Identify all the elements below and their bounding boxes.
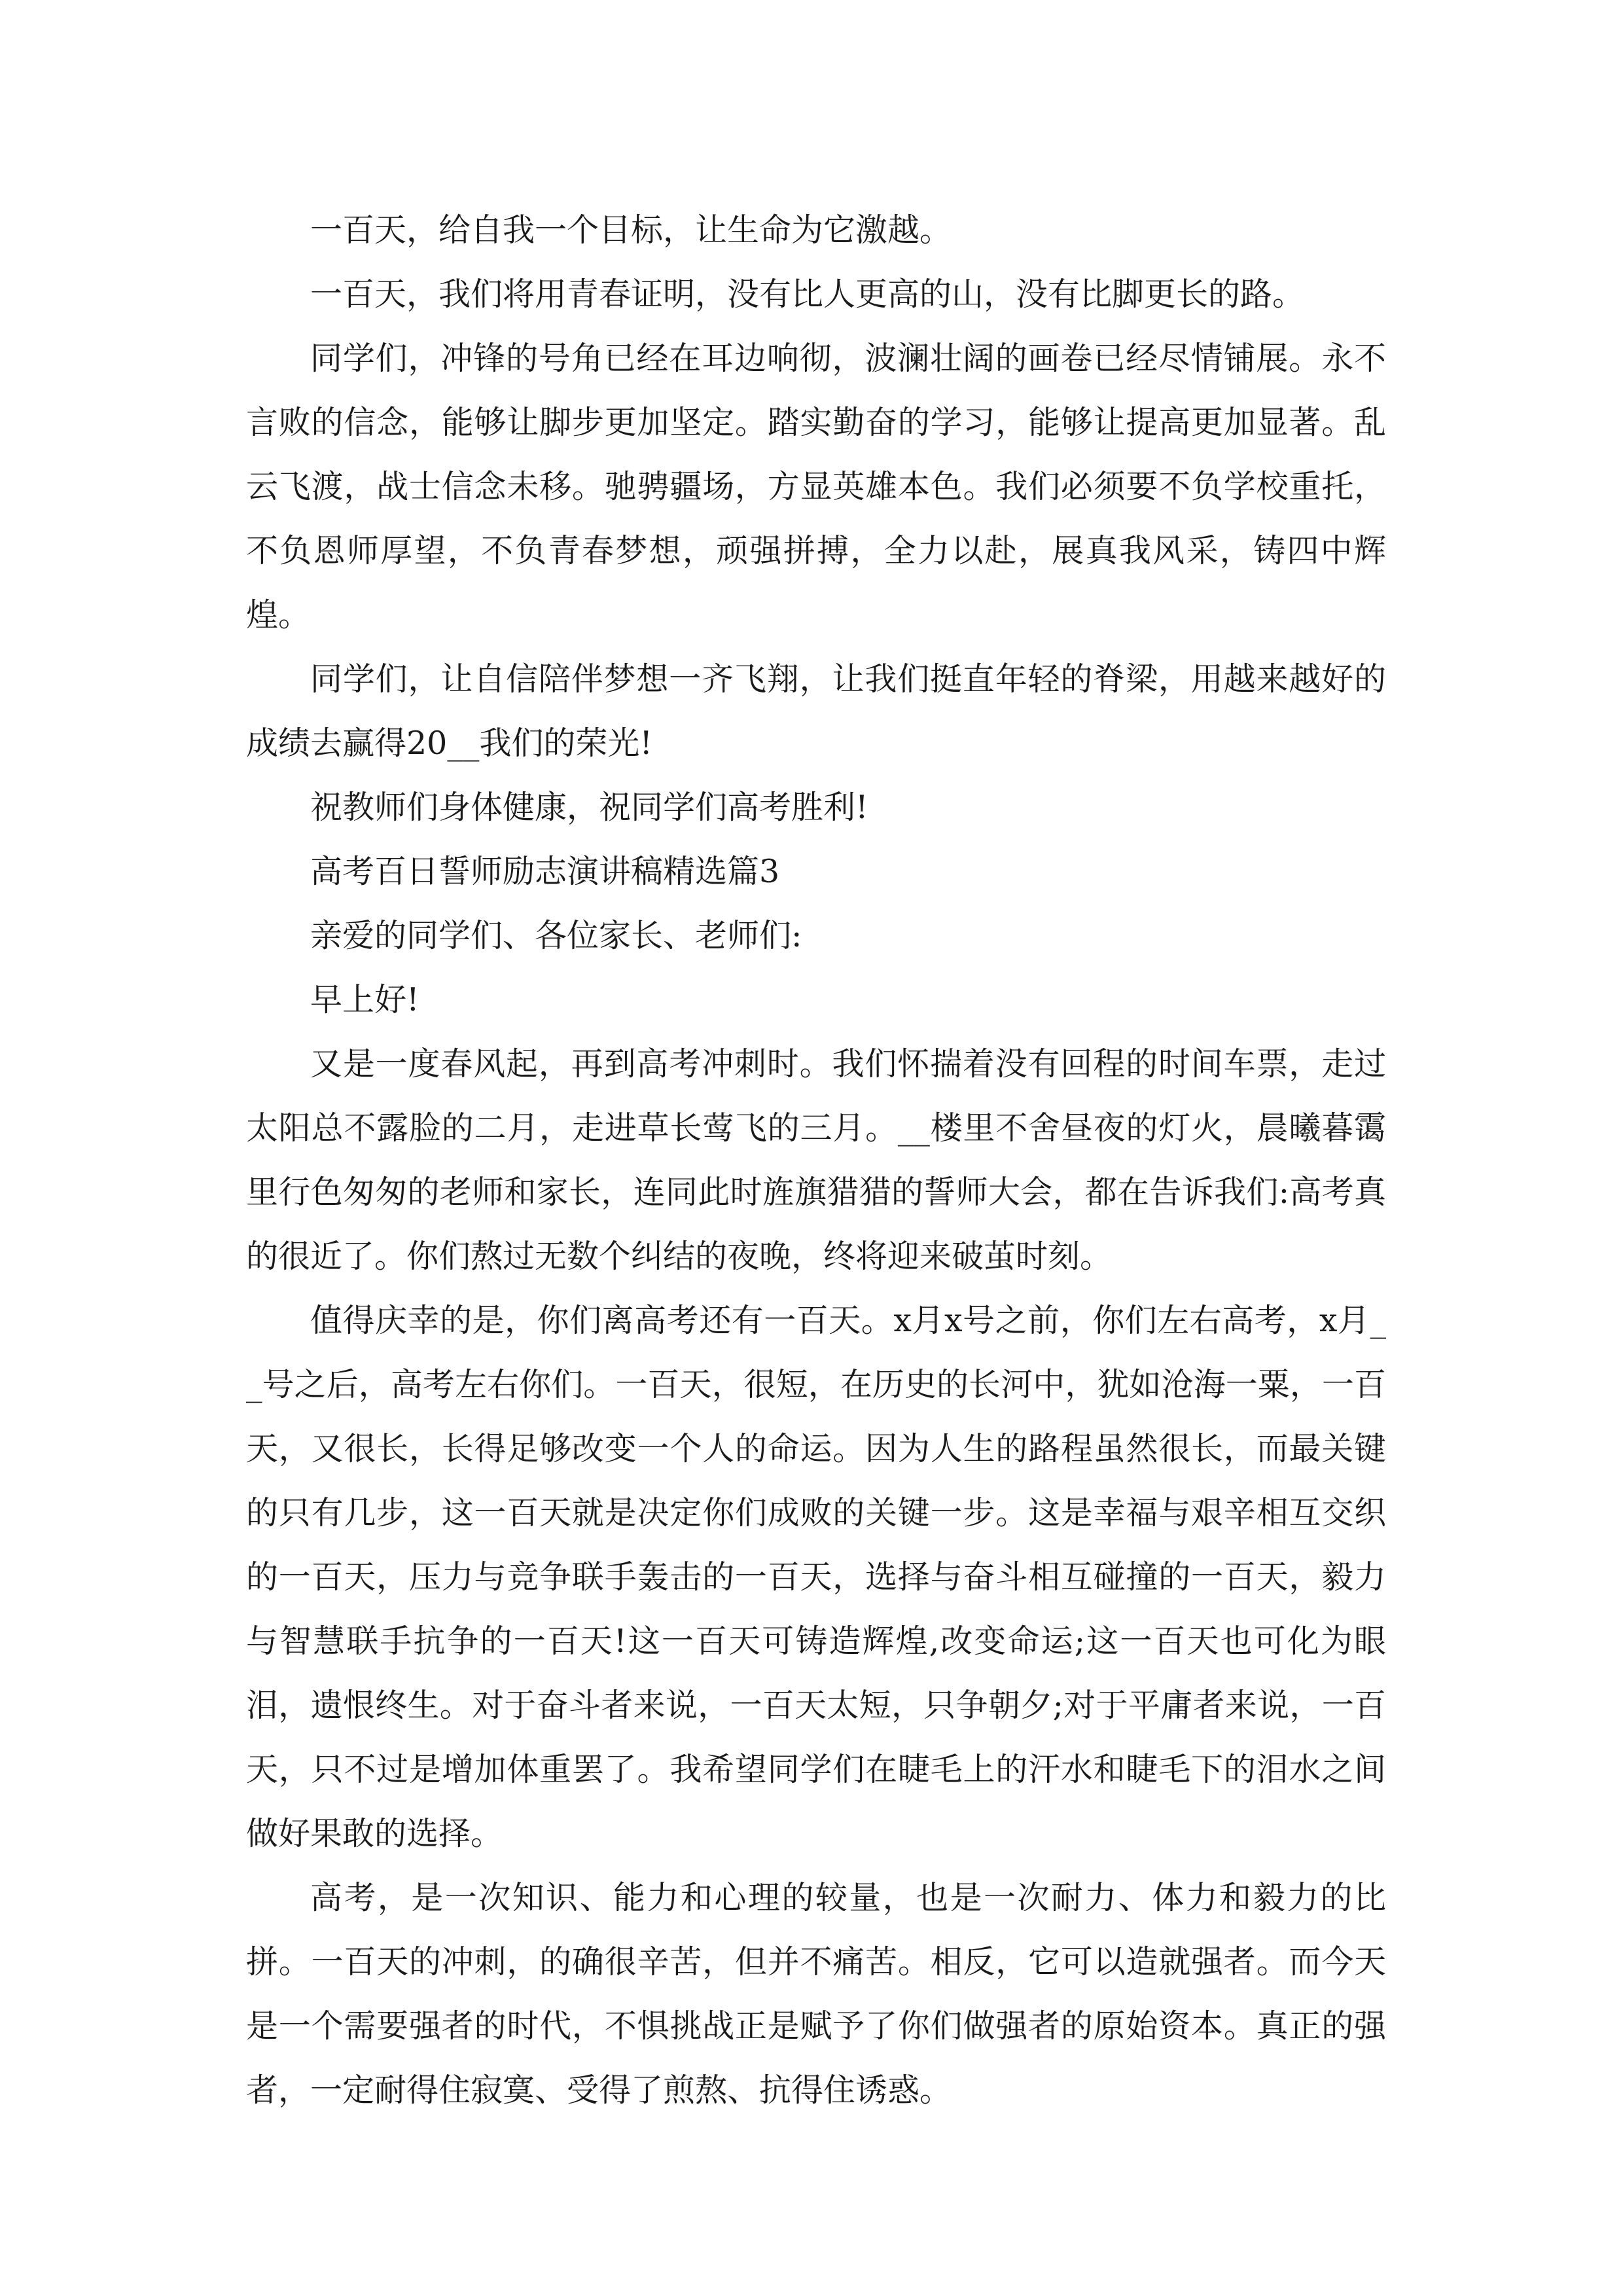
paragraph: 一百天，我们将用青春证明，没有比人更高的山，没有比脚更长的路。 — [310, 276, 1305, 313]
paragraph: 祝教师们身体健康，祝同学们高考胜利! — [310, 789, 868, 826]
document-body — [246, 198, 1386, 2123]
paragraph: 值得庆幸的是，你们离高考还有一百天。x月x号之前，你们左右高考，x月__号之后，高考左右你们。一百天，很短，在历史的长河中，犹如沧海一粟，一百天，又很长，长得足够改变一个人的命运。因为人生的路程虽然很长，而最关键的只有几步，这一百天就是决定你们成败的关键一步。这是幸福与艰辛相互交织的一百天，压力与竞争联手轰击的一百天，选择与奋斗相互碰撞的一百天，毅力与智慧联手抗争的一百天!这一百天可铸造辉煌,改变命运;这一百天也可化为眼泪，遗恨终生。对于奋斗者来说，一百天太短，只争朝夕;对于平庸者来说，一百天，只不过是增加体重罢了。我希望同学们在睫毛上的汗水和睫毛下的泪水之间做好果敢的选择。 — [246, 1302, 1386, 1852]
section-title: 高考百日誓师励志演讲稿精选篇3 — [310, 853, 780, 890]
paragraph: 又是一度春风起，再到高考冲刺时。我们怀揣着没有回程的时间车票，走过太阳总不露脸的二月，走进草长莺飞的三月。__楼里不舍昼夜的灯火，晨曦暮霭里行色匆匆的老师和家长，连同此时旌旗猎猎的誓师大会，都在告诉我们:高考真的很近了。你们熬过无数个纠结的夜晚，终将迎来破茧时刻。 — [246, 1045, 1386, 1275]
greeting: 早上好! — [310, 981, 419, 1018]
paragraph: 一百天，给自我一个目标，让生命为它激越。 — [310, 211, 952, 249]
paragraph: 高考，是一次知识、能力和心理的较量，也是一次耐力、体力和毅力的比拼。一百天的冲刺，的确很辛苦，但并不痛苦。相反，它可以造就强者。而今天是一个需要强者的时代，不惧挑战正是赋予了你们做强者的原始资本。真正的强者，一定耐得住寂寞、受得了煎熬、抗得住诱惑。 — [246, 1879, 1386, 2109]
paragraph: 同学们，冲锋的号角已经在耳边响彻，波澜壮阔的画卷已经尽情铺展。永不言败的信念，能够让脚步更加坚定。踏实勤奋的学习，能够让提高更加显著。乱云飞渡，战士信念未移。驰骋疆场，方显英雄本色。我们必须要不负学校重托，不负恩师厚望，不负青春梦想，顽强拼搏，全力以赴，展真我风采，铸四中辉煌。 — [246, 340, 1386, 634]
paragraph: 同学们，让自信陪伴梦想一齐飞翔，让我们挺直年轻的脊梁，用越来越好的成绩去赢得20__我们的荣光! — [246, 660, 1386, 762]
salutation: 亲爱的同学们、各位家长、老师们: — [310, 917, 802, 954]
